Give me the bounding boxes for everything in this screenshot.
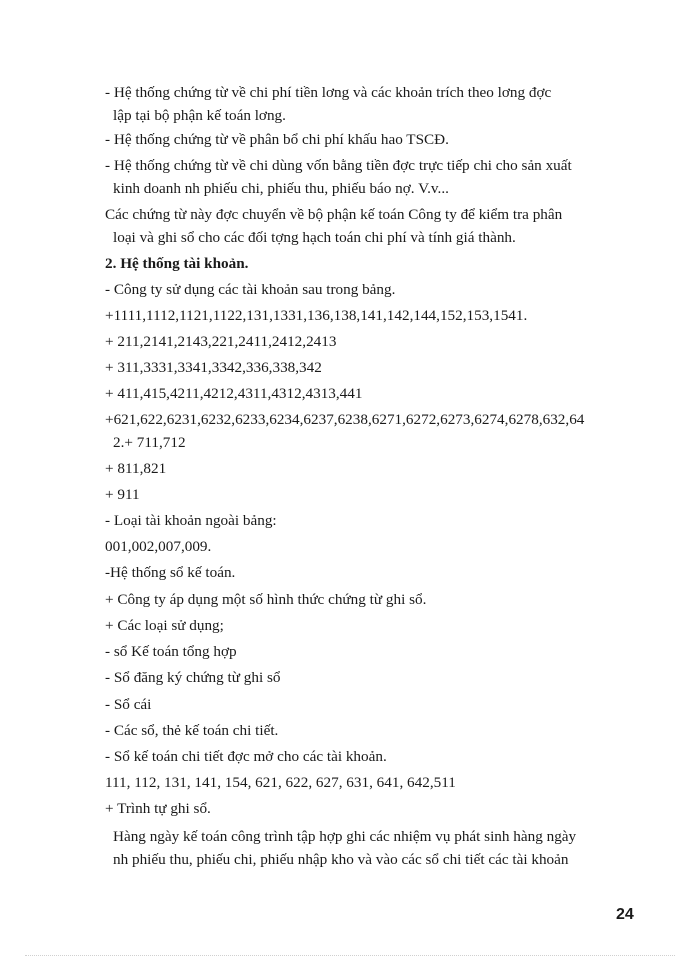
text-line: - Hệ thống chứng từ về phân bổ chi phí khấu hao TSCĐ. (105, 131, 449, 148)
text-line: - Hệ thống chứng từ về chi phí tiền lơng và các khoản trích theo lơng đợc (105, 84, 552, 101)
text-line: - Sổ cái (105, 696, 152, 713)
text-line: - Sổ đăng ký chứng từ ghi sổ (105, 669, 281, 686)
text-line: - Các sổ, thẻ kế toán chi tiết. (105, 722, 279, 739)
text-line: - Loại tài khoản ngoài bảng: (105, 512, 277, 529)
text-line: + Trình tự ghi sổ. (105, 800, 211, 817)
text-line: - Sổ kế toán chi tiết đợc mở cho các tài khoản. (105, 748, 387, 765)
page-number: 24 (616, 906, 634, 923)
text-line: + Các loại sử dụng; (105, 617, 224, 634)
section-heading: 2. Hệ thống tài khoản. (105, 255, 249, 272)
text-line: + 411,415,4211,4212,4311,4312,4313,441 (105, 385, 363, 402)
text-line: + 311,3331,3341,3342,336,338,342 (105, 359, 322, 376)
text-line: + 211,2141,2143,221,2411,2412,2413 (105, 333, 337, 350)
text-line: + 811,821 (105, 460, 167, 477)
text-line: lập tại bộ phận kế toán lơng. (113, 107, 286, 124)
text-line: Các chứng từ này đợc chuyển về bộ phận kế toán Công ty để kiểm tra phân (105, 206, 563, 223)
text-line: 001,002,007,009. (105, 538, 212, 555)
text-line: - Hệ thống chứng từ về chi dùng vốn bằng tiền đợc trực tiếp chi cho sản xuất (105, 157, 572, 174)
text-line: + Công ty áp dụng một số hình thức chứng từ ghi sổ. (105, 591, 427, 608)
text-line: loại và ghi sổ cho các đối tợng hạch toán chi phí và tính giá thành. (113, 229, 516, 246)
text-line: 111, 112, 131, 141, 154, 621, 622, 627, 631, 641, 642,511 (105, 774, 456, 791)
text-line: Hàng ngày kế toán công trình tập hợp ghi các nhiệm vụ phát sinh hàng ngày (113, 828, 577, 845)
text-line: - Công ty sử dụng các tài khoản sau trong bảng. (105, 281, 396, 298)
text-line: - sổ Kế toán tổng hợp (105, 643, 237, 660)
text-line: kinh doanh nh phiếu chi, phiếu thu, phiếu báo nợ. V.v... (113, 180, 449, 197)
text-line: nh phiếu thu, phiếu chi, phiếu nhập kho và vào các sổ chi tiết các tài khoản (113, 851, 569, 868)
text-line: -Hệ thống sổ kế toán. (105, 564, 236, 581)
footer-divider (25, 955, 675, 956)
text-line: 2.+ 711,712 (113, 434, 186, 451)
text-line: +621,622,6231,6232,6233,6234,6237,6238,6271,6272,6273,6274,6278,632,64 (105, 411, 585, 428)
text-line: + 911 (105, 486, 140, 503)
text-line: +1111,1112,1121,1122,131,1331,136,138,141,142,144,152,153,1541. (105, 307, 528, 324)
